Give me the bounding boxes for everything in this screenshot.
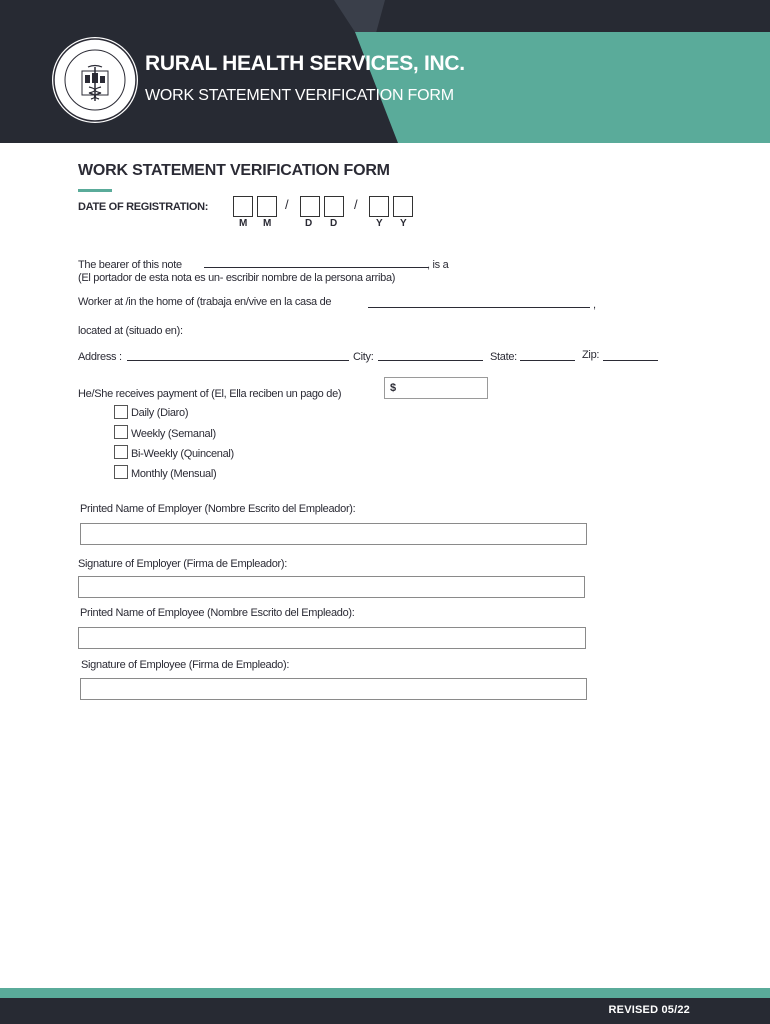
date-sublabel-month: M <box>239 218 248 229</box>
address-label: Address : <box>78 351 122 363</box>
address-line[interactable] <box>127 360 349 361</box>
city-line[interactable] <box>378 360 483 361</box>
employee-name-field[interactable] <box>78 627 586 649</box>
date-of-registration-label: DATE OF REGISTRATION: <box>78 201 209 213</box>
located-at-label: located at (situado en): <box>78 325 183 337</box>
zip-label: Zip: <box>582 349 600 361</box>
bearer-spanish-label: (El portador de esta nota es un- escribir nombre de la persona arriba) <box>78 272 396 284</box>
date-month-digit-1[interactable] <box>233 196 253 217</box>
date-sublabel-day: D <box>330 218 338 229</box>
footer-teal-band <box>0 988 770 998</box>
frequency-checkbox-weekly[interactable] <box>114 425 128 439</box>
date-separator: / <box>285 197 289 212</box>
employee-name-label: Printed Name of Employee (Nombre Escrito del Empleado): <box>80 607 355 619</box>
date-sublabel-year: Y <box>376 218 383 229</box>
frequency-label-monthly: Monthly (Mensual) <box>131 468 217 480</box>
worker-at-suffix: , <box>593 299 596 311</box>
date-sublabel-month: M <box>263 218 272 229</box>
frequency-checkbox-biweekly[interactable] <box>114 445 128 459</box>
page-footer <box>0 998 770 1024</box>
date-sublabel-year: Y <box>400 218 407 229</box>
date-sublabel-day: D <box>305 218 313 229</box>
date-year-digit-2[interactable] <box>393 196 413 217</box>
form-title: WORK STATEMENT VERIFICATION FORM <box>78 162 390 179</box>
bearer-label: The bearer of this note <box>78 259 182 271</box>
frequency-checkbox-monthly[interactable] <box>114 465 128 479</box>
employer-name-label: Printed Name of Employer (Nombre Escrito del Empleador): <box>80 503 356 515</box>
organization-name: RURAL HEALTH SERVICES, INC. <box>145 52 465 75</box>
worker-at-line[interactable] <box>368 307 590 308</box>
city-label: City: <box>353 351 374 363</box>
caduceus-seal-icon <box>52 37 138 123</box>
state-line[interactable] <box>520 360 575 361</box>
title-underline <box>78 189 112 192</box>
revision-date: REVISED 05/22 <box>608 1004 690 1016</box>
employee-signature-field[interactable] <box>80 678 587 700</box>
frequency-label-daily: Daily (Diaro) <box>131 407 189 419</box>
payment-label: He/She receives payment of (El, Ella reciben un pago de) <box>78 388 342 400</box>
bearer-suffix: , is a <box>427 259 449 271</box>
employer-signature-label: Signature of Employer (Firma de Empleador): <box>78 558 288 570</box>
employer-name-field[interactable] <box>80 523 587 545</box>
bearer-name-line[interactable] <box>204 267 428 268</box>
zip-line[interactable] <box>603 360 658 361</box>
payment-amount-input[interactable] <box>384 377 488 399</box>
date-month-digit-2[interactable] <box>257 196 277 217</box>
frequency-label-biweekly: Bi-Weekly (Quincenal) <box>131 448 234 460</box>
date-day-digit-1[interactable] <box>300 196 320 217</box>
worker-at-label: Worker at /in the home of (trabaja en/vive en la casa de <box>78 296 332 308</box>
frequency-checkbox-daily[interactable] <box>114 405 128 419</box>
frequency-label-weekly: Weekly (Semanal) <box>131 428 216 440</box>
currency-symbol: $ <box>390 382 397 394</box>
date-year-digit-1[interactable] <box>369 196 389 217</box>
employer-signature-field[interactable] <box>78 576 585 598</box>
page-header <box>0 0 770 143</box>
company-logo <box>52 37 138 123</box>
header-subtitle: WORK STATEMENT VERIFICATION FORM <box>145 87 454 104</box>
date-day-digit-2[interactable] <box>324 196 344 217</box>
employee-signature-label: Signature of Employee (Firma de Empleado): <box>81 659 290 671</box>
state-label: State: <box>490 351 517 363</box>
date-separator: / <box>354 197 358 212</box>
